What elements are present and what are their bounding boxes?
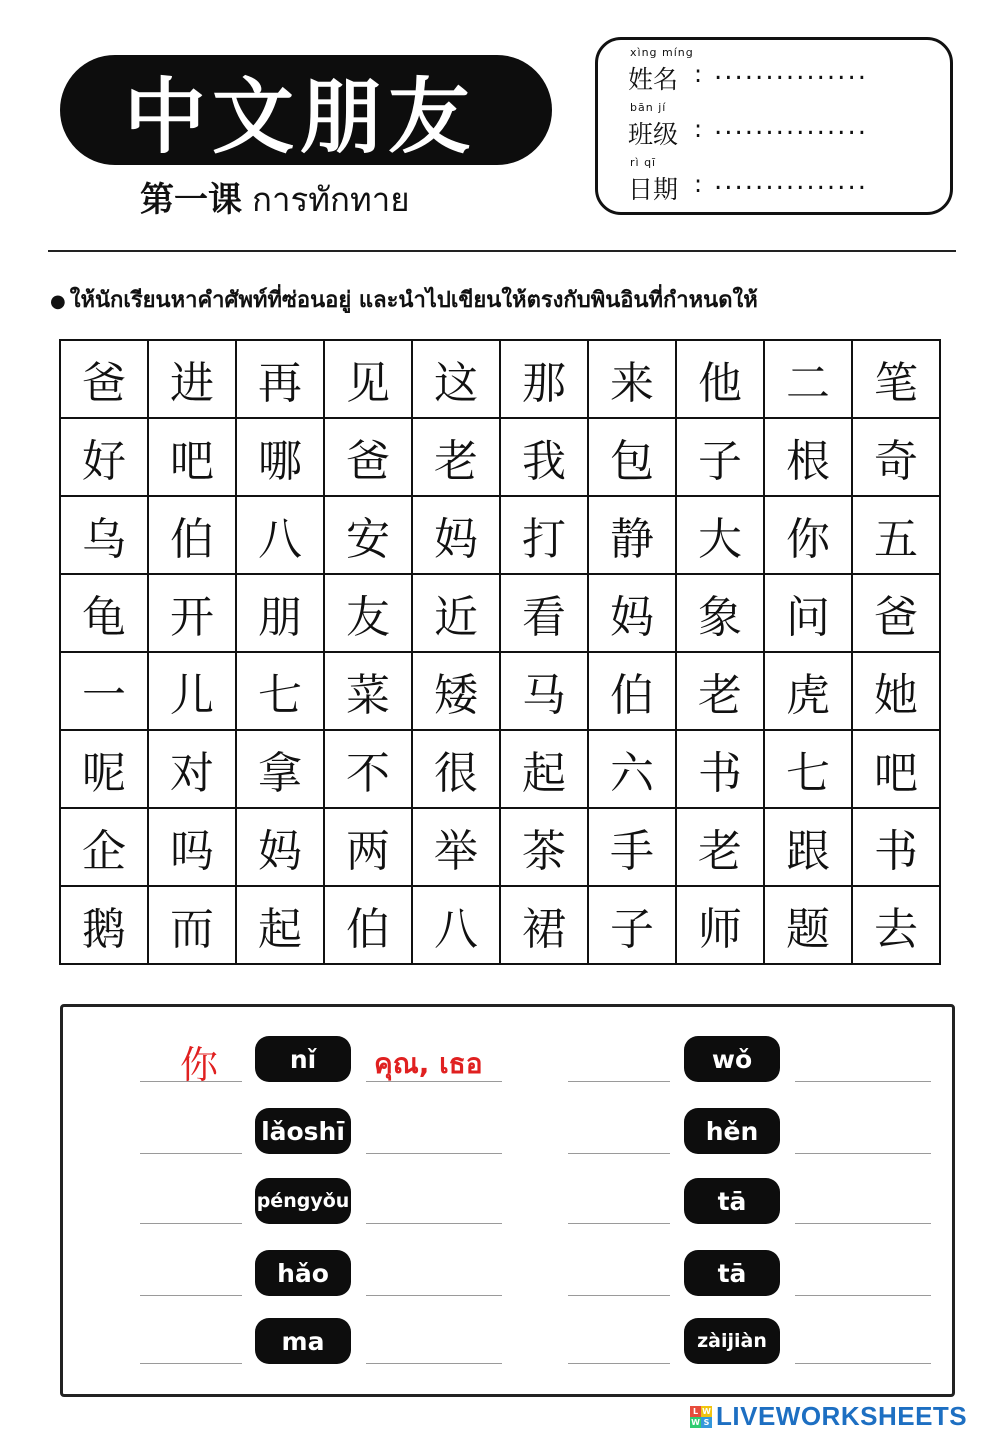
grid-cell[interactable]: 他: [676, 340, 764, 418]
grid-cell[interactable]: 吗: [148, 808, 236, 886]
pinyin-label: nǐ: [255, 1036, 351, 1082]
pinyin-label: péngyǒu: [255, 1178, 351, 1224]
grid-cell[interactable]: 象: [676, 574, 764, 652]
pinyin-label: tā: [684, 1178, 780, 1224]
student-info-box: [595, 37, 953, 215]
pinyin-label: hěn: [684, 1108, 780, 1154]
class-label: 班级: [628, 120, 679, 149]
grid-cell[interactable]: 矮: [412, 652, 500, 730]
char-answer-line[interactable]: [140, 1153, 242, 1154]
meaning-answer-line[interactable]: [366, 1363, 502, 1364]
grid-cell[interactable]: 八: [412, 886, 500, 964]
lesson-thai: การทักทาย: [252, 180, 410, 219]
grid-cell[interactable]: 龟: [60, 574, 148, 652]
grid-cell[interactable]: 静: [588, 496, 676, 574]
grid-cell[interactable]: 拿: [236, 730, 324, 808]
meaning-answer-line[interactable]: [366, 1295, 502, 1296]
lesson-subtitle: [140, 172, 410, 226]
grid-cell[interactable]: 这: [412, 340, 500, 418]
date-colon: :: [694, 170, 703, 198]
logo-square: W: [691, 1417, 700, 1427]
grid-cell[interactable]: 跟: [764, 808, 852, 886]
grid-cell[interactable]: 安: [324, 496, 412, 574]
char-answer-line[interactable]: [568, 1081, 670, 1082]
worksheet-title: 中文朋友: [123, 69, 476, 165]
char-answer-line[interactable]: [140, 1363, 242, 1364]
grid-cell[interactable]: 马: [500, 652, 588, 730]
grid-cell[interactable]: 妈: [236, 808, 324, 886]
grid-row: [60, 496, 940, 574]
class-row[interactable]: [628, 101, 938, 153]
meaning-answer-line[interactable]: [795, 1153, 931, 1154]
pinyin-label: hǎo: [255, 1250, 351, 1296]
example-answer-char: 你: [180, 1043, 219, 1087]
grid-cell[interactable]: 伯: [148, 496, 236, 574]
grid-row: [60, 730, 940, 808]
grid-row: [60, 652, 940, 730]
grid-cell[interactable]: 哪: [236, 418, 324, 496]
grid-cell[interactable]: 乌: [60, 496, 148, 574]
name-label: 姓名: [628, 65, 679, 94]
grid-cell[interactable]: 爸: [324, 418, 412, 496]
name-pinyin: xìng míng: [630, 46, 694, 59]
grid-cell[interactable]: 我: [500, 418, 588, 496]
grid-cell[interactable]: 来: [588, 340, 676, 418]
grid-row: [60, 418, 940, 496]
grid-cell[interactable]: 问: [764, 574, 852, 652]
grid-cell[interactable]: 而: [148, 886, 236, 964]
grid-cell[interactable]: 爸: [60, 340, 148, 418]
grid-cell[interactable]: 老: [676, 652, 764, 730]
class-colon: :: [694, 115, 703, 143]
meaning-answer-line[interactable]: [795, 1363, 931, 1364]
char-answer-line[interactable]: [568, 1363, 670, 1364]
grid-cell[interactable]: 七: [236, 652, 324, 730]
grid-cell[interactable]: 六: [588, 730, 676, 808]
grid-cell[interactable]: 七: [764, 730, 852, 808]
grid-cell[interactable]: 两: [324, 808, 412, 886]
grid-cell[interactable]: 很: [412, 730, 500, 808]
logo-square: W: [702, 1406, 711, 1416]
date-label: 日期: [628, 175, 679, 204]
grid-cell[interactable]: 爸: [852, 574, 940, 652]
grid-row: [60, 808, 940, 886]
name-colon: :: [694, 60, 703, 88]
meaning-answer-line[interactable]: [795, 1223, 931, 1224]
grid-cell[interactable]: 吧: [852, 730, 940, 808]
grid-cell[interactable]: 一: [60, 652, 148, 730]
grid-cell[interactable]: 打: [500, 496, 588, 574]
class-pinyin: bān jí: [630, 101, 667, 114]
grid-cell[interactable]: 去: [852, 886, 940, 964]
grid-cell[interactable]: 那: [500, 340, 588, 418]
grid-cell[interactable]: 包: [588, 418, 676, 496]
title-banner: [60, 55, 552, 165]
grid-cell[interactable]: 你: [764, 496, 852, 574]
name-row[interactable]: [628, 46, 938, 98]
grid-row: [60, 340, 940, 418]
grid-cell[interactable]: 虎: [764, 652, 852, 730]
grid-cell[interactable]: 友: [324, 574, 412, 652]
grid-cell[interactable]: 奇: [852, 418, 940, 496]
grid-cell[interactable]: 笔: [852, 340, 940, 418]
date-field[interactable]: ...............: [714, 166, 868, 196]
grid-cell[interactable]: 起: [500, 730, 588, 808]
grid-cell[interactable]: 不: [324, 730, 412, 808]
name-field[interactable]: ...............: [714, 56, 868, 86]
meaning-answer-line[interactable]: [366, 1223, 502, 1224]
grid-cell[interactable]: 鹅: [60, 886, 148, 964]
grid-cell[interactable]: 朋: [236, 574, 324, 652]
char-answer-line[interactable]: [568, 1153, 670, 1154]
grid-cell[interactable]: 茶: [500, 808, 588, 886]
grid-cell[interactable]: 菜: [324, 652, 412, 730]
watermark-text: LIVEWORKSHEETS: [716, 1401, 968, 1431]
grid-cell[interactable]: 她: [852, 652, 940, 730]
grid-cell[interactable]: 伯: [324, 886, 412, 964]
bullet-icon: ●: [50, 291, 66, 312]
char-answer-line[interactable]: [140, 1223, 242, 1224]
grid-cell[interactable]: 妈: [412, 496, 500, 574]
pinyin-label: lǎoshī: [255, 1108, 351, 1154]
liveworksheets-logo-icon: [690, 1406, 712, 1428]
pinyin-label: wǒ: [684, 1036, 780, 1082]
grid-cell[interactable]: 子: [676, 418, 764, 496]
char-answer-line[interactable]: [140, 1295, 242, 1296]
grid-cell[interactable]: 子: [588, 886, 676, 964]
grid-cell[interactable]: 二: [764, 340, 852, 418]
grid-cell[interactable]: 吧: [148, 418, 236, 496]
instruction: [50, 282, 758, 317]
header-divider: [48, 250, 956, 252]
grid-cell[interactable]: 老: [412, 418, 500, 496]
grid-cell[interactable]: 师: [676, 886, 764, 964]
grid-cell[interactable]: 大: [676, 496, 764, 574]
grid-cell[interactable]: 看: [500, 574, 588, 652]
grid-cell[interactable]: 再: [236, 340, 324, 418]
meaning-answer-line[interactable]: [366, 1153, 502, 1154]
grid-cell[interactable]: 举: [412, 808, 500, 886]
grid-cell[interactable]: 手: [588, 808, 676, 886]
grid-cell[interactable]: 儿: [148, 652, 236, 730]
char-answer-line[interactable]: [568, 1223, 670, 1224]
logo-square: S: [701, 1417, 712, 1428]
grid-cell[interactable]: 开: [148, 574, 236, 652]
meaning-answer-line[interactable]: [795, 1295, 931, 1296]
grid-cell[interactable]: 裙: [500, 886, 588, 964]
grid-cell[interactable]: 五: [852, 496, 940, 574]
grid-cell[interactable]: 进: [148, 340, 236, 418]
grid-row: [60, 574, 940, 652]
date-row[interactable]: [628, 156, 938, 208]
grid-cell[interactable]: 老: [676, 808, 764, 886]
logo-square: L: [690, 1406, 701, 1417]
pinyin-label: zàijiàn: [684, 1318, 780, 1364]
grid-cell[interactable]: 题: [764, 886, 852, 964]
date-pinyin: rì qī: [630, 156, 657, 169]
instruction-text: ให้นักเรียนหาคำศัพท์ที่ซ่อนอยู่ และนำไปเขียนให้ตรงกับพินอินที่กำหนดให้: [69, 288, 758, 313]
grid-cell[interactable]: 书: [852, 808, 940, 886]
class-field[interactable]: ...............: [714, 111, 868, 141]
grid-cell[interactable]: 伯: [588, 652, 676, 730]
grid-cell[interactable]: 对: [148, 730, 236, 808]
pinyin-label: ma: [255, 1318, 351, 1364]
grid-cell[interactable]: 好: [60, 418, 148, 496]
grid-row: [60, 886, 940, 964]
grid-cell[interactable]: 企: [60, 808, 148, 886]
lesson-label: 第一课: [140, 180, 242, 220]
grid-cell[interactable]: 妈: [588, 574, 676, 652]
pinyin-label: tā: [684, 1250, 780, 1296]
grid-cell[interactable]: 近: [412, 574, 500, 652]
grid-cell[interactable]: 书: [676, 730, 764, 808]
liveworksheets-logo: [690, 1401, 967, 1432]
grid-cell[interactable]: 呢: [60, 730, 148, 808]
example-meaning: คุณ, เธอ: [374, 1047, 483, 1080]
grid-cell[interactable]: 见: [324, 340, 412, 418]
grid-cell[interactable]: 根: [764, 418, 852, 496]
meaning-answer-line[interactable]: [795, 1081, 931, 1082]
word-search-grid[interactable]: [59, 339, 941, 965]
grid-cell[interactable]: 八: [236, 496, 324, 574]
grid-cell[interactable]: 起: [236, 886, 324, 964]
char-answer-line[interactable]: [568, 1295, 670, 1296]
